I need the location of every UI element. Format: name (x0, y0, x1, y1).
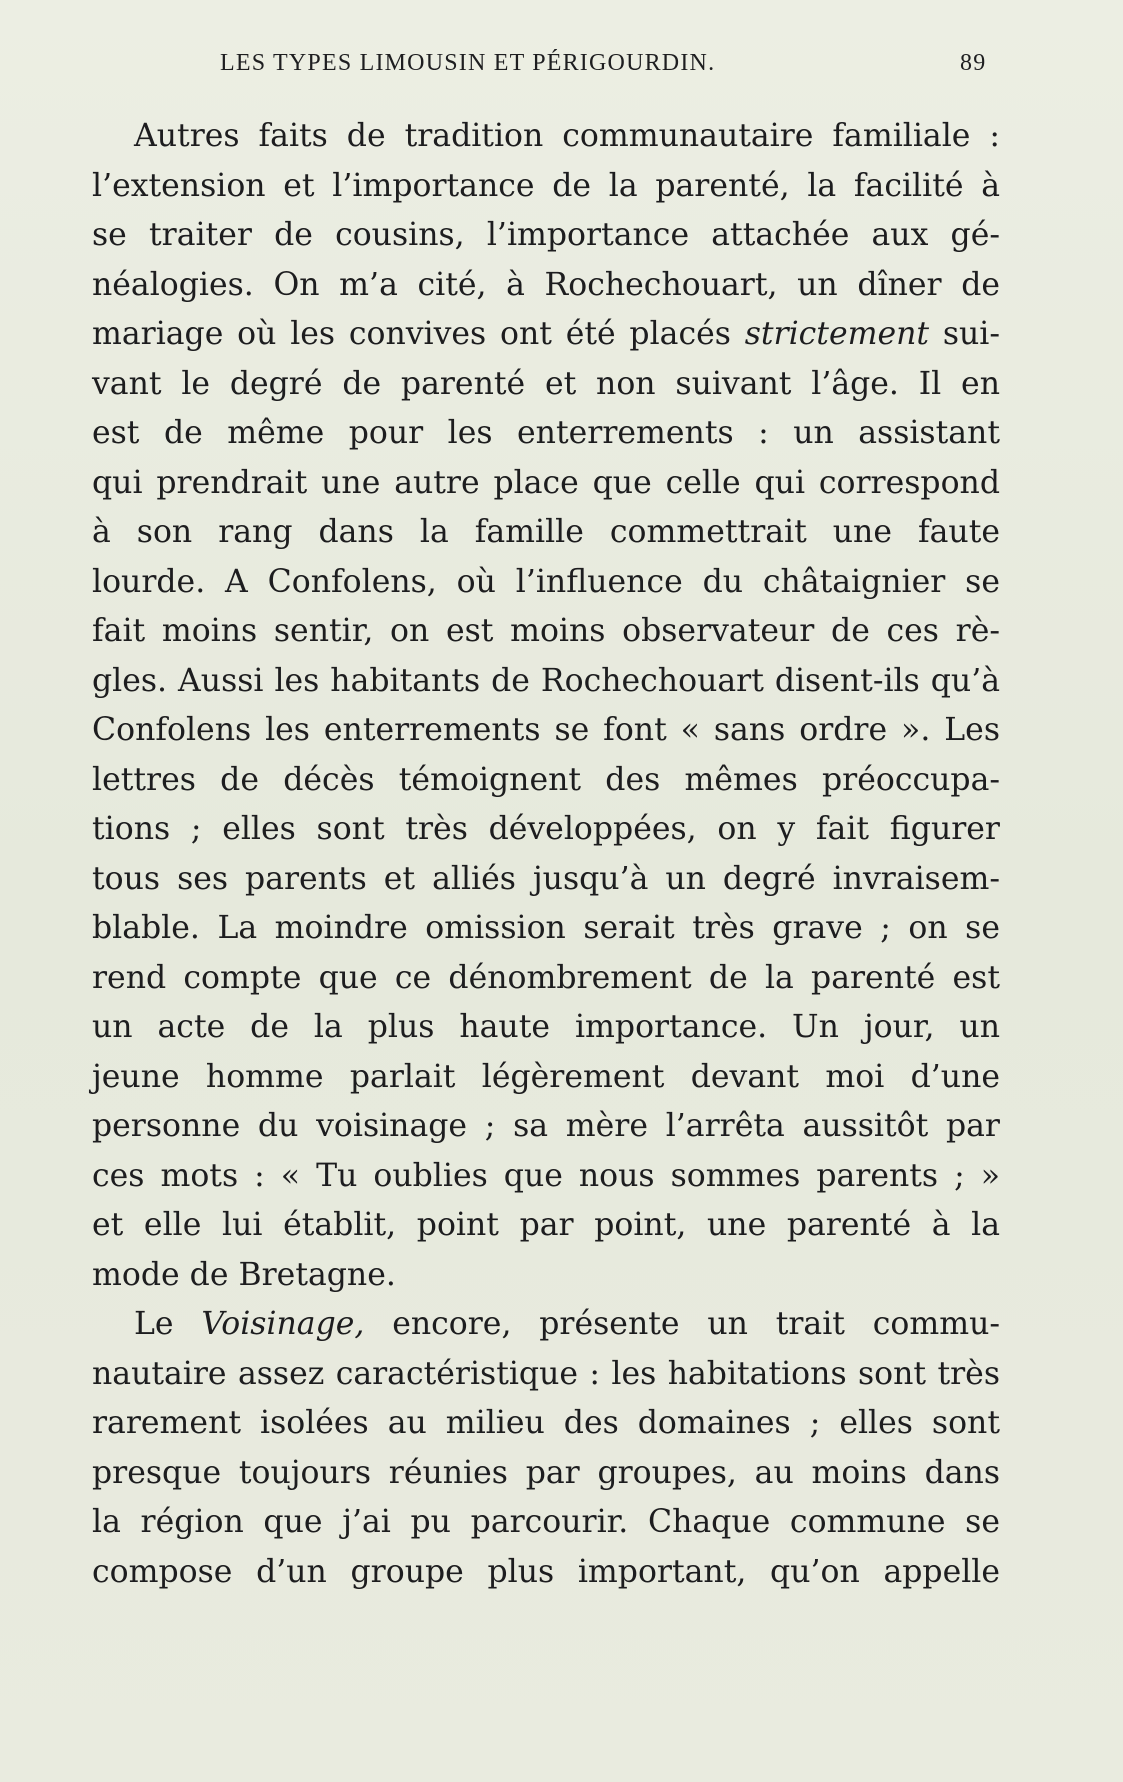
text-line-content: presque toujours réunies par groupes, au moins dans (92, 1454, 1000, 1491)
text-line (92, 657, 1000, 707)
text-line-content: l’extension et l’importance de la parenté, la facilité à (92, 167, 1000, 204)
text-line (92, 1152, 1000, 1202)
text-line-content: la région que j’ai pu parcourir. Chaque commune se (92, 1504, 1000, 1540)
text-line (92, 1201, 1000, 1251)
text-line-content: encore, présente un trait commu- (392, 1306, 1001, 1342)
text-line (92, 162, 1000, 212)
text-line (92, 607, 1000, 657)
text-line-content: lourde. A Confolens, où l’influence du châtaignier se (92, 563, 1000, 600)
text-line-content: qui prendrait une autre place que celle qui correspond (92, 464, 1000, 501)
text-line-content: ces mots : « Tu oublies que nous sommes parents ; » (92, 1157, 1000, 1194)
text-line-content: compose d’un groupe plus important, qu’on appelle (92, 1553, 1000, 1590)
text-line-content: Autres faits de tradition communautaire familiale : (134, 118, 1000, 154)
text-line (92, 558, 1000, 608)
text-line (92, 904, 1000, 954)
text-line (92, 855, 1000, 905)
text-line (92, 1251, 1000, 1301)
text-line (92, 459, 1000, 509)
text-line (92, 1350, 1000, 1400)
text-line-content: lettres de décès témoignent des mêmes préoccupa- (92, 761, 1000, 798)
text-line-content: à son rang dans la famille commettrait une faute (92, 514, 1000, 550)
text-line (92, 756, 1000, 806)
text-line (92, 1548, 1000, 1598)
text-line-content: mariage où les convives ont été placés (92, 316, 731, 352)
text-line-content: vant le degré de parenté et non suivant l’âge. Il en (92, 365, 1000, 402)
text-line-content: Le (134, 1306, 174, 1342)
text-line-content: tions ; elles sont très développées, on y fait figurer (92, 811, 1000, 847)
text-line-content: se traiter de cousins, l’importance attachée aux gé- (92, 217, 1000, 253)
text-line-content: tous ses parents et alliés jusqu’à un degré invraisem- (92, 860, 1000, 897)
text-line (92, 1003, 1000, 1053)
text-line (92, 112, 1000, 162)
text-line (92, 1102, 1000, 1152)
text-line-content: et elle lui établit, point par point, une parenté à la (92, 1207, 1000, 1243)
text-line (92, 508, 1000, 558)
body-text (92, 112, 1000, 1597)
text-line-content: personne du voisinage ; sa mère l’arrêta aussitôt par (92, 1108, 1000, 1144)
text-line-content: rend compte que ce dénombrement de la parenté est (92, 959, 1000, 996)
text-line (92, 1300, 1000, 1350)
page-header (220, 50, 1000, 90)
text-line (92, 1053, 1000, 1103)
text-line-content: blable. La moindre omission serait très grave ; on se (92, 910, 1000, 946)
text-line (92, 1498, 1000, 1548)
text-line-content: sui- (942, 316, 1001, 352)
text-line-content: rarement isolées au milieu des domaines ; elles sont (92, 1405, 1000, 1441)
text-line (92, 805, 1000, 855)
text-line-content: gles. Aussi les habitants de Rochechouart disent-ils qu’à (92, 662, 1000, 699)
text-line (92, 954, 1000, 1004)
running-title: LES TYPES LIMOUSIN ET PÉRIGOURDIN. (220, 50, 716, 76)
text-line-content: un acte de la plus haute importance. Un jour, un (92, 1009, 1000, 1045)
page-number: 89 (960, 50, 987, 76)
text-line (92, 310, 1000, 360)
text-line-content: nautaire assez caractéristique : les habitations sont très (92, 1355, 1000, 1392)
emphasized-word: strictement (744, 316, 930, 352)
text-line (92, 211, 1000, 261)
text-line-content: néalogies. On m’a cité, à Rochechouart, un dîner de (92, 266, 1000, 303)
text-line (92, 409, 1000, 459)
text-line (92, 261, 1000, 311)
text-line (92, 1399, 1000, 1449)
text-line-content: fait moins sentir, on est moins observateur de ces rè- (92, 613, 1000, 649)
text-line-content: Confolens les enterrements se font « sans ordre ». Les (92, 712, 1000, 748)
text-line-content: est de même pour les enterrements : un assistant (92, 415, 1000, 451)
text-line-content: jeune homme parlait légèrement devant moi d’une (92, 1058, 1000, 1095)
text-line-content: mode de Bretagne. (92, 1256, 396, 1293)
text-line (92, 360, 1000, 410)
emphasized-word: Voisinage, (201, 1306, 365, 1342)
text-line (92, 1449, 1000, 1499)
text-line (92, 706, 1000, 756)
